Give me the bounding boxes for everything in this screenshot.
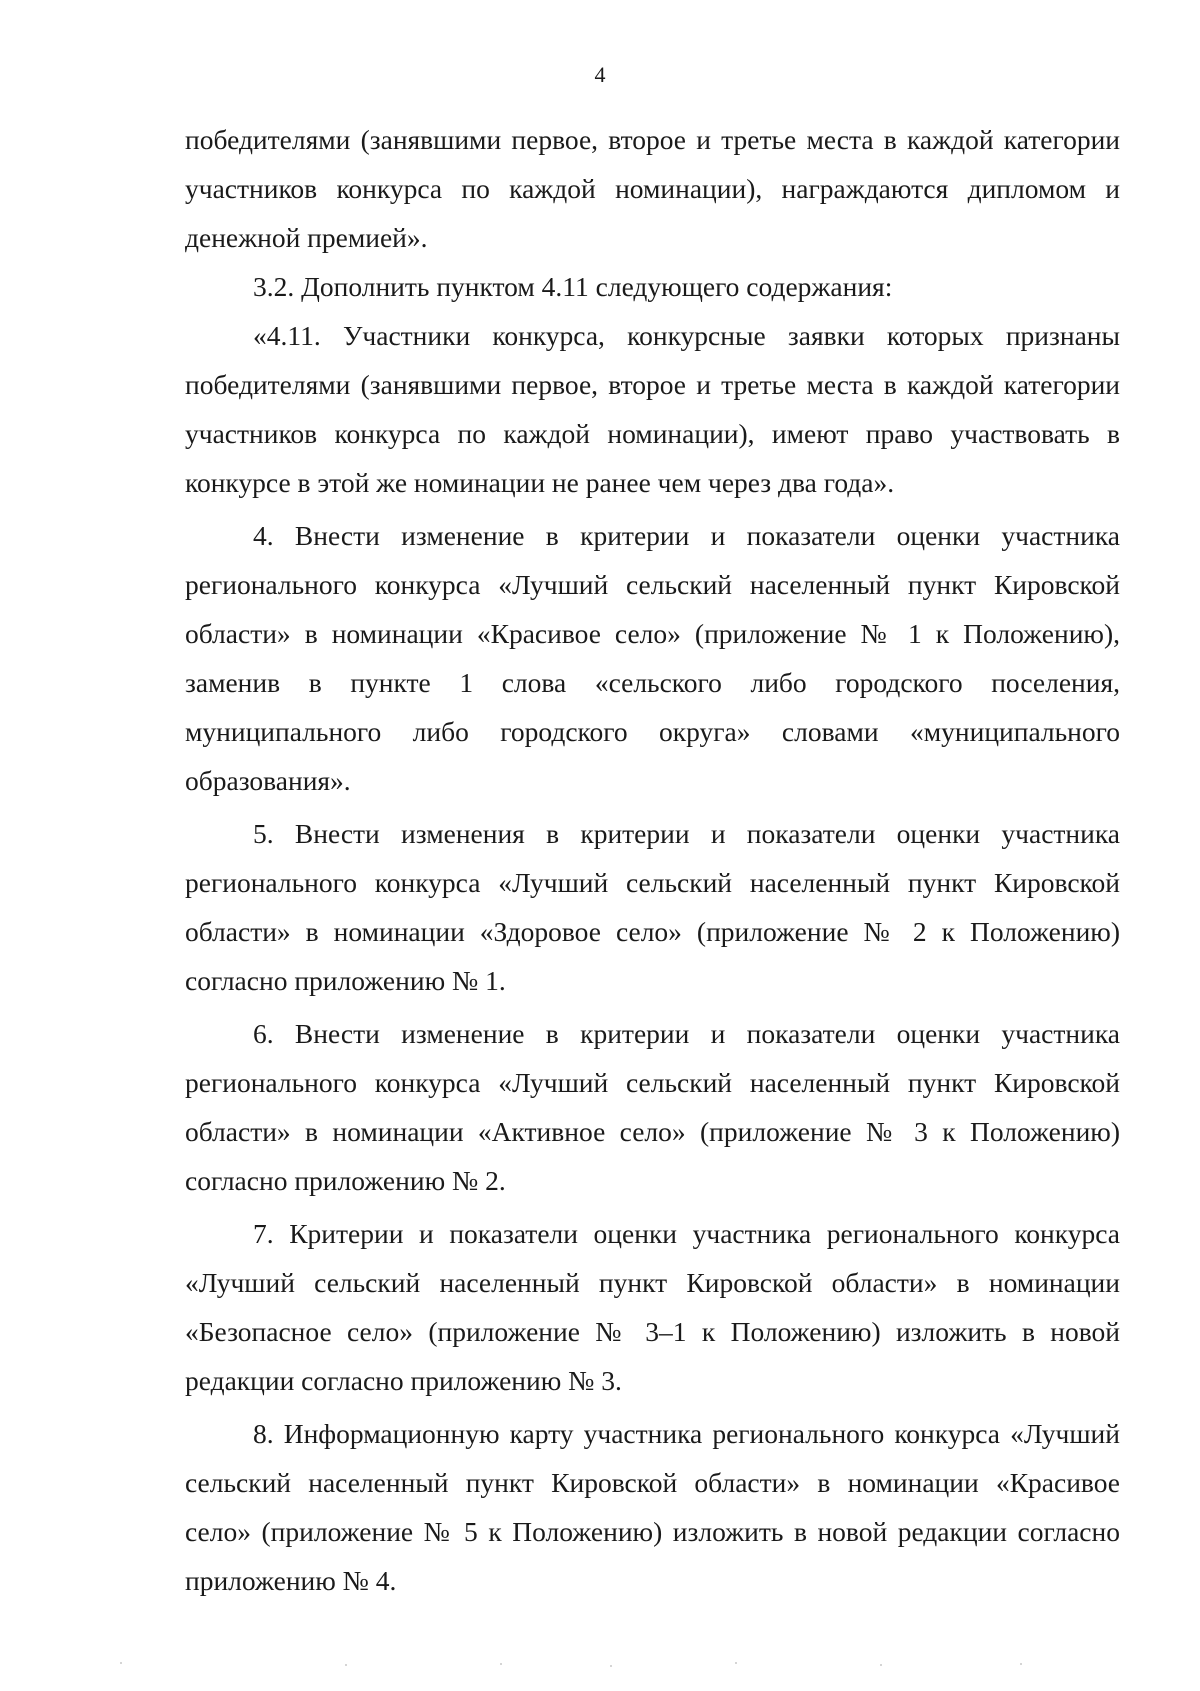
document-body: [185, 115, 1120, 1605]
paragraph-item-4: 4. Внести изменение в критерии и показатели оценки участника регионального конкурса «Лучший сельский населенный пункт Кировской области» в номинации «Красивое село» (приложение № 1 к Положению), заменив в пункте 1 слова «сельского либо городского поселения, муниципального либо городского округа» словами «муниципального образования».: [185, 520, 1120, 796]
scan-speck: [120, 1662, 122, 1664]
scan-speck: [500, 1663, 502, 1665]
paragraph-item-6: 6. Внести изменение в критерии и показатели оценки участника регионального конкурса «Лучший сельский населенный пункт Кировской области» в номинации «Активное село» (приложение № 3 к Положению) согласно приложению № 2.: [185, 1018, 1120, 1196]
scan-speck: [735, 1662, 737, 1664]
scan-speck: [610, 1665, 612, 1667]
paragraph-continuation: победителями (занявшими первое, второе и третье места в каждой категории участников конкурса по каждой номинации), награждаются дипломом и денежной премией».: [185, 124, 1120, 253]
scan-speck: [345, 1664, 347, 1666]
paragraph-item-5: 5. Внести изменения в критерии и показатели оценки участника регионального конкурса «Лучший сельский населенный пункт Кировской области» в номинации «Здоровое село» (приложение № 2 к Положению) согласно приложению № 1.: [185, 818, 1120, 996]
paragraph-item-8: 8. Информационную карту участника регионального конкурса «Лучший сельский населенный пункт Кировской области» в номинации «Красивое село» (приложение № 5 к Положению) изложить в новой редакции согласно приложению № 4.: [185, 1418, 1120, 1596]
scan-artifacts: [0, 1660, 1200, 1670]
page-number: 4: [594, 62, 606, 87]
paragraph-item-3-2: 3.2. Дополнить пунктом 4.11 следующего содержания:: [253, 271, 893, 302]
scan-speck: [880, 1664, 882, 1666]
paragraph-item-4-11: «4.11. Участники конкурса, конкурсные заявки которых признаны победителями (занявшими первое, второе и третье места в каждой категории участников конкурса по каждой номинации), имеют право участвовать в конкурсе в этой же номинации не ранее чем через два года».: [185, 320, 1120, 498]
scan-speck: [1020, 1663, 1022, 1665]
paragraph-item-7: 7. Критерии и показатели оценки участника регионального конкурса «Лучший сельский населенный пункт Кировской области» в номинации «Безопасное село» (приложение № 3–1 к Положению) изложить в новой редакции согласно приложению № 3.: [185, 1218, 1120, 1396]
